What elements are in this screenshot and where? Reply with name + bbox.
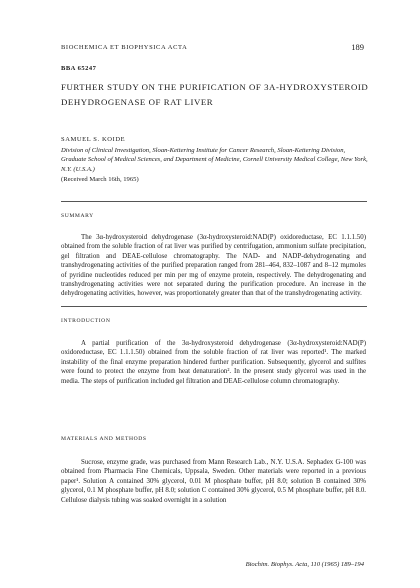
methods-heading: MATERIALS AND METHODS — [61, 436, 147, 442]
methods-paragraph: Sucrose, enzyme grade, was purchased from Mann Research Lab., N.Y. U.S.A. Sephadex G-100 was obtained from Pharmacia Fine Chemicals, Uppsala, Sweden. Other materials were reported in a previous paper¹. Solution A contained 30% glycerol, 0.01 M phosphate buffer, pH 8.0; solution B contained 30% glycerol, 0.1 M phosphate buffer, pH 8.0; solution C contained 30% glycerol, 0.5 M phosphate buffer, pH 8.0. Cellulose dialysis tubing was soaked overnight in a solution — [61, 459, 366, 504]
summary-heading: SUMMARY — [61, 213, 94, 219]
page-number: 189 — [351, 42, 364, 52]
article-title: FURTHER STUDY ON THE PURIFICATION OF 3Α-HYDROXYSTEROID DEHYDROGENASE OF RAT LIVER — [61, 82, 369, 107]
author-affiliation: Division of Clinical Investigation, Sloan-Kettering Institute for Cancer Research, Sloan-Kettering Division, Graduate School of Medical Sciences, and Department of Medicine, Cornell University Medical College, New York, N.Y. (U.S.A.) — [61, 147, 368, 173]
section-divider — [61, 306, 367, 307]
summary-paragraph: The 3α-hydroxysteroid dehydrogenase (3α-hydroxysteroid:NAD(P) oxidoreductase, EC 1.1.1.50) obtained from the soluble fraction of rat liver was purified by centrifugation, ammonium sulfate precipitation, gel filtration and DEAE-cellulose chromatography. The NAD- and NADP-dehydrogenating and transhydrogenating activities of the purified preparation ranged from 281–464, 832–1087 and 8–12 mμmoles of pyridine nucleotides reduced per min per mg of enzyme protein, respectively. The dehydrogenating and transhydrogenating activities were not separated during the purification procedure. An increase in the dehydrogenating activities, however, was proportionately greater than that of the transhydrogenating activity. — [61, 234, 366, 298]
article-code: BBA 65247 — [61, 65, 97, 72]
journal-citation: Biochim. Biophys. Acta, 110 (1965) 189–194 — [245, 561, 364, 568]
section-divider — [61, 201, 367, 202]
introduction-paragraph: A partial purification of the 3α-hydroxysteroid dehydrogenase (3α-hydroxysteroid:NAD(P) oxidoreductase, EC 1.1.1.50) obtained from the soluble fraction of rat liver was reported¹. The marked instability of the final enzyme preparation hindered further purification. Subsequently, glycerol and sulfites were found to protect the enzyme from heat denaturation². In the present study glycerol was used in the media. The steps of purification included gel filtration and DEAE-cellulose column chromatography. — [61, 340, 366, 385]
received-date: (Received March 16th, 1965) — [61, 176, 139, 183]
author-name: SAMUEL S. KOIDE — [61, 136, 126, 143]
introduction-heading: INTRODUCTION — [61, 318, 111, 324]
journal-name: BIOCHEMICA ET BIOPHYSICA ACTA — [61, 44, 188, 51]
